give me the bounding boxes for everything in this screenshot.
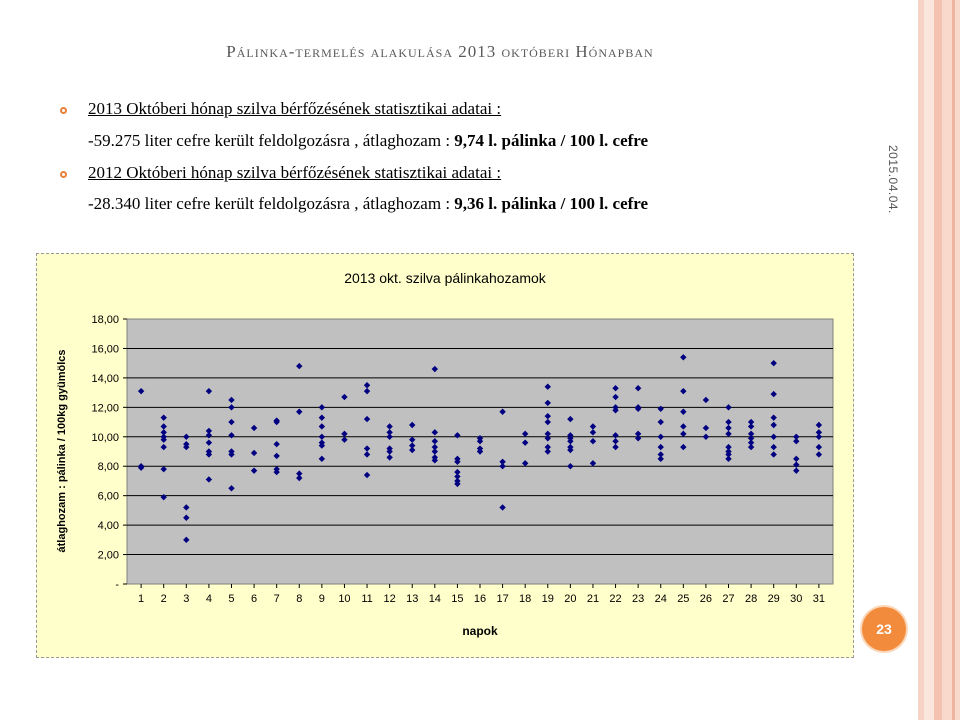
x-tick-label: 11 [361, 593, 373, 605]
x-tick-label: 6 [251, 593, 258, 605]
x-tick-label: 4 [205, 593, 212, 605]
x-tick-label: 3 [183, 593, 190, 605]
bullet-icon [60, 171, 67, 178]
x-tick-label: 10 [338, 593, 351, 605]
bullet-detail-2013 [88, 131, 648, 151]
detail-bold: 9,74 l. pálinka / 100 l. cefre [454, 131, 649, 150]
x-tick-label: 23 [632, 593, 645, 605]
y-tick-label: - [115, 579, 119, 591]
y-axis-label: átlaghozam : pálinka / 100kg gyümölcs [56, 349, 68, 553]
chart-title: 2013 okt. szilva pálinkahozamok [344, 270, 546, 286]
decor-stripe [942, 0, 960, 720]
y-tick-label: 10,00 [91, 431, 119, 444]
x-tick-label: 15 [451, 593, 464, 605]
bullet-detail-2012 [88, 194, 648, 214]
x-tick-label: 9 [318, 593, 325, 605]
y-tick-label: 6,00 [97, 490, 119, 503]
x-axis-label: napok [462, 624, 498, 638]
bullet-heading-2013: 2013 Októberi hónap szilva bérfőzésének statisztikai adatai : [88, 99, 502, 118]
y-tick-label: 18,00 [91, 314, 119, 326]
chart-container [36, 253, 854, 658]
page-number-badge: 23 [862, 607, 906, 651]
x-tick-label: 28 [744, 593, 758, 605]
x-tick-label: 18 [519, 593, 532, 605]
x-tick-label: 25 [677, 593, 690, 605]
x-tick-label: 29 [767, 593, 780, 605]
bullet-icon [60, 107, 67, 114]
scatter-chart [37, 254, 853, 657]
y-axis-ticks [91, 314, 127, 591]
slide-title: Pálinka-termelés alakulása 2013 októberi Hónapban [226, 42, 654, 61]
x-tick-label: 19 [541, 593, 554, 605]
y-tick-label: 12,00 [91, 402, 119, 415]
x-tick-label: 8 [296, 593, 303, 605]
detail-prefix: -28.340 liter cefre került feldolgozásra , átlaghozam : [88, 194, 455, 213]
decor-stripe [934, 0, 942, 720]
decor-stripe [952, 0, 955, 720]
x-tick-label: 22 [609, 593, 622, 605]
x-tick-label: 31 [812, 593, 826, 605]
x-tick-label: 17 [496, 593, 509, 605]
x-tick-label: 13 [406, 593, 419, 605]
x-axis-ticks [138, 584, 825, 605]
x-tick-label: 20 [564, 593, 577, 605]
x-tick-label: 21 [586, 593, 600, 605]
x-tick-label: 24 [654, 593, 667, 605]
detail-prefix: -59.275 liter cefre került feldolgozásra , átlaghozam : [88, 131, 455, 150]
x-tick-label: 5 [228, 593, 235, 605]
x-tick-label: 16 [473, 593, 487, 605]
bullet-heading-2012: 2012 Októberi hónap szilva bérfőzésének statisztikai adatai : [88, 163, 502, 182]
y-tick-label: 8,00 [97, 461, 119, 474]
y-tick-label: 2,00 [97, 549, 119, 562]
x-tick-label: 27 [722, 593, 735, 605]
y-tick-label: 4,00 [97, 520, 119, 533]
x-tick-label: 14 [428, 593, 441, 605]
x-tick-label: 12 [383, 593, 396, 605]
decor-stripe [924, 0, 934, 720]
x-tick-label: 30 [790, 593, 803, 605]
slide-date: 2015.04.04. [886, 145, 900, 214]
x-tick-label: 7 [273, 593, 280, 605]
detail-bold: 9,36 l. pálinka / 100 l. cefre [454, 194, 649, 213]
y-tick-label: 14,00 [91, 372, 119, 385]
x-tick-label: 26 [699, 593, 713, 605]
x-tick-label: 1 [138, 593, 145, 605]
y-tick-label: 16,00 [91, 343, 119, 356]
x-tick-label: 2 [160, 593, 167, 605]
